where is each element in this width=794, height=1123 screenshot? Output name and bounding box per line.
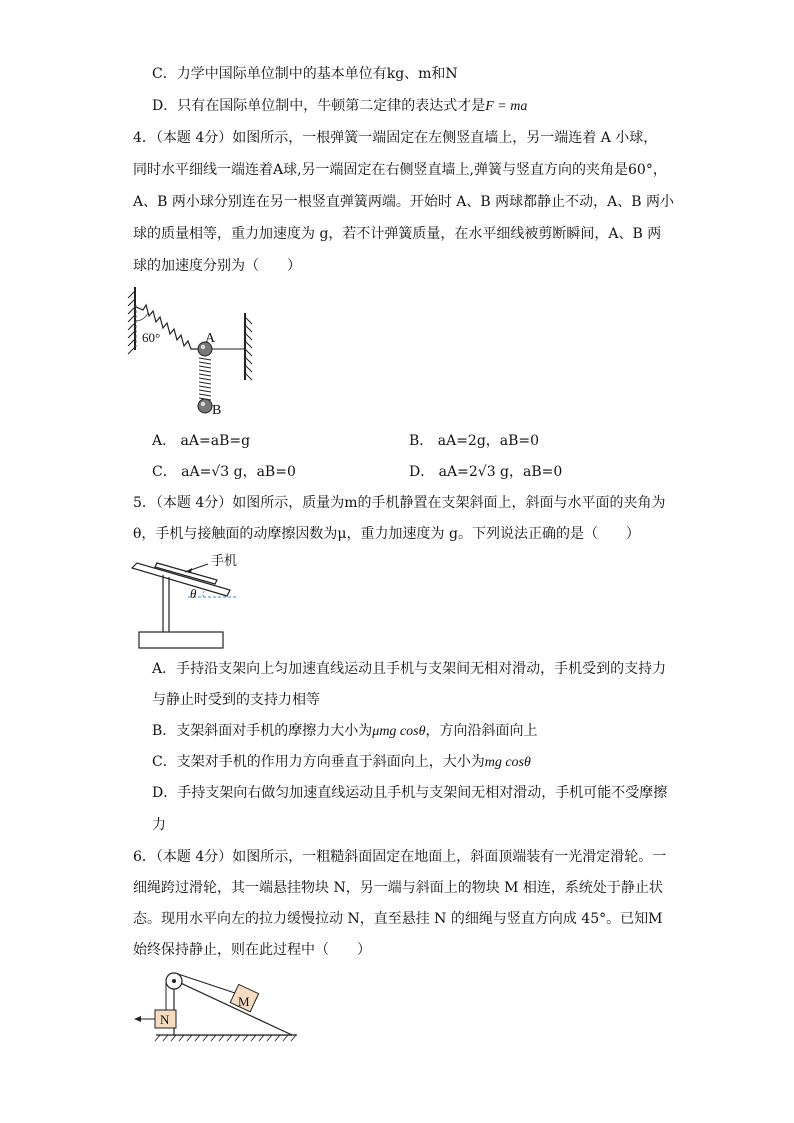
phone-label: 手机 (211, 553, 238, 568)
q6-text-line2: 细绳跨过滑轮，其一端悬挂物块 N，另一端与斜面上的物块 M 相连，系统处于静止状 (133, 880, 663, 896)
q4-text-line1: 4．（本题 4分）如图所示，一根弹簧一端固定在左侧竖直墙上，另一端连着 A 小球， (133, 130, 658, 146)
q4-text-line5: 球的加速度分别为（ ） (133, 258, 301, 274)
q4-option-c: C． aA=√3 g，aB=0 (152, 464, 296, 480)
q5-text-line1: 5．（本题 4分）如图所示，质量为m的手机静置在支架斜面上，斜面与水平面的夹角为 (133, 495, 666, 511)
q5-phone-stand-figure (130, 550, 245, 652)
q4-text-line2: 同时水平细线一端连着A球,另一端固定在右侧竖直墙上,弹簧与竖直方向的夹角是60°， (133, 162, 667, 178)
q5-option-b-text: B．支架斜面对手机的摩擦力大小为 (152, 723, 373, 739)
q4-option-d: D． aA=2√3 g，aB=0 (409, 464, 563, 480)
q4-option-b: B． aA=2g，aB=0 (409, 433, 540, 449)
q5-option-a-line2: 与静止时受到的支持力相等 (152, 692, 320, 708)
q4-text-line3: A、B 两小球分别连在另一根竖直弹簧两端。开始时 A、B 两球都静止不动，A、B 两小 (133, 194, 674, 210)
q5-text-line2: θ，手机与接触面的动摩擦因数为μ，重力加速度为 g。下列说法正确的是（ ） (133, 526, 640, 542)
q5-option-b-formula: μmg cosθ (372, 724, 426, 739)
block-m-label: M (238, 994, 250, 1009)
q5-option-a-line1: A．手持沿支架向上匀加速直线运动且手机与支架间无相对滑动，手机受到的支持力 (152, 661, 667, 677)
theta-label: θ (190, 586, 197, 601)
q5-option-c-formula: mg cosθ (484, 755, 531, 770)
option-c-prev: C．力学中国际单位制中的基本单位有kg、m和N (152, 66, 458, 82)
ball-b-label: B (212, 403, 222, 418)
q4-option-a: A． aA=aB=g (152, 433, 251, 449)
q4-spring-figure (125, 285, 260, 420)
q5-option-c-text: C．支架对手机的作用力方向垂直于斜面向上，大小为 (152, 754, 485, 770)
angle-60-label: 60° (142, 330, 161, 345)
option-d-prev (152, 96, 527, 117)
q6-text-line1: 6．（本题 4分）如图所示，一粗糙斜面固定在地面上，斜面顶端装有一光滑定滑轮。一 (133, 849, 667, 865)
option-d-prev-text: D．只有在国际单位制中，牛顿第二定律的表达式才是 (152, 98, 486, 114)
newton-formula: F = ma (485, 99, 528, 114)
q5-option-d-line2: 力 (152, 817, 166, 833)
q5-option-d-line1: D．手持支架向右做匀加速直线运动且手机与支架间无相对滑动，手机可能不受摩擦 (152, 785, 668, 801)
q5-option-b-suffix: ，方向沿斜面向上 (425, 723, 538, 739)
q6-text-line3: 态。现用水平向左的拉力缓慢拉动 N，直至悬挂 N 的细绳与竖直方向成 45°。已知M (133, 911, 663, 927)
q4-text-line4: 球的质量相等，重力加速度为 g，若不计弹簧质量，在水平细线被剪断瞬间，A、B 两 (133, 226, 662, 242)
q6-text-line4: 始终保持静止，则在此过程中（ ） (133, 942, 371, 958)
q5-option-c (152, 752, 531, 773)
q6-incline-pulley-figure (132, 966, 307, 1046)
ball-a-label: A (205, 331, 216, 346)
block-n-label: N (160, 1012, 170, 1027)
q5-option-b (152, 721, 537, 742)
